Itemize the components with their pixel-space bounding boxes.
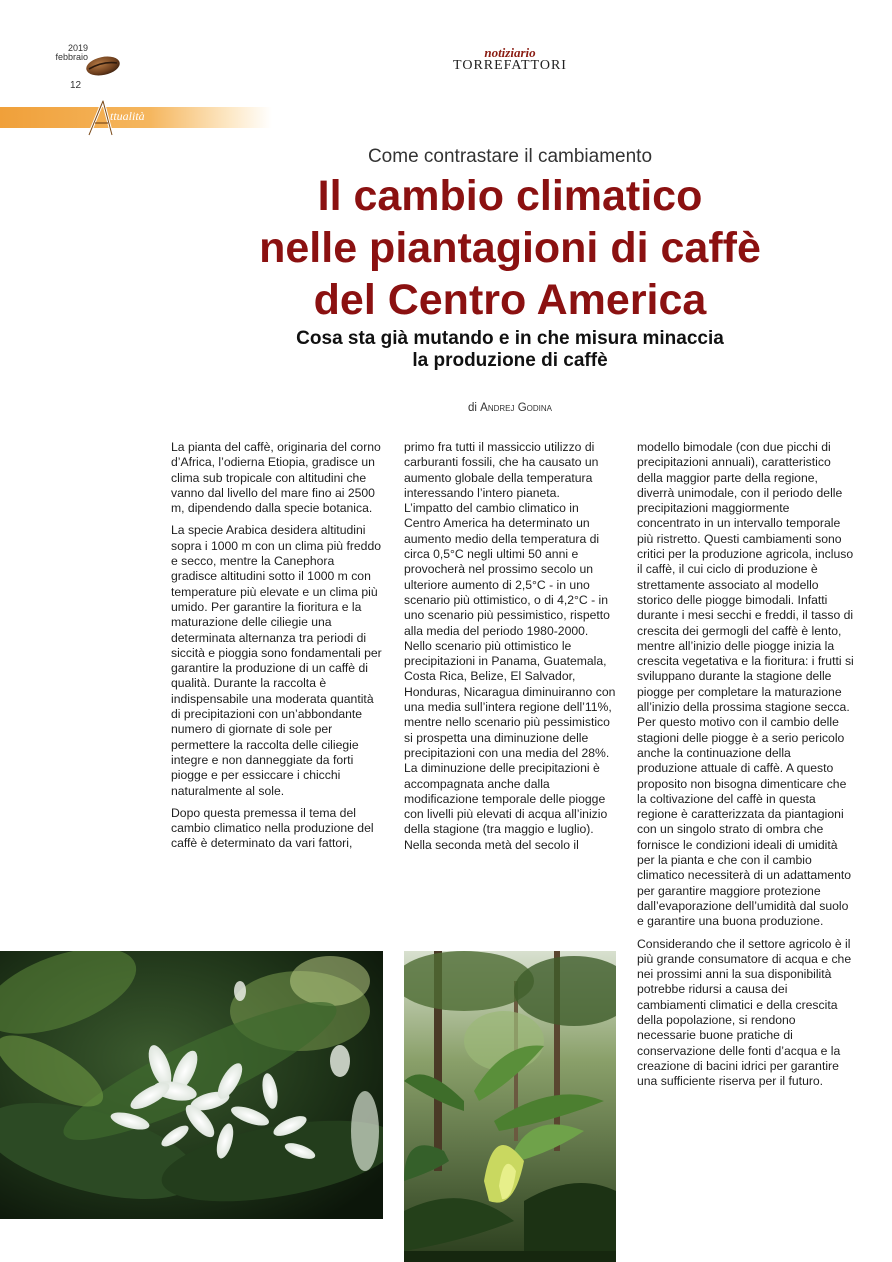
magazine-brand <box>440 46 580 73</box>
article-title <box>128 170 892 326</box>
plantation-photo <box>404 951 616 1262</box>
issue-date <box>34 44 88 62</box>
article-kicker: Come contrastare il cambiamento <box>367 146 653 167</box>
author-name: Andrej Godina <box>480 402 552 414</box>
brand-top: notiziario <box>484 45 536 60</box>
body-column-2 <box>404 440 618 860</box>
section-label: ttualità <box>110 109 145 123</box>
issue-month: febbraio <box>55 52 88 62</box>
body-column-3 <box>637 440 854 1096</box>
issue-year: 2019 <box>67 43 88 53</box>
title-line: del Centro America <box>313 276 707 324</box>
paragraph: modello bimodale (con due picchi di precipitazioni annuali), caratteristico della maggior parte della regione, diverrà unimodale, con il periodo delle precipitazioni maggiormente concentrato in un intervallo temporale più ristretto. Questi cambiamenti sono critici per la produzione agricola, incluso il caffè, il cui ciclo di produzione è strettamente associato al modello storico delle piogge bimodali. Infatti durante i mesi secchi e freddi, il tasso di crescita dei germogli del caffè è lento, mentre all’inizio delle piogge inizia la crescita vegetativa e la fioritura: i frutti si sviluppano durante la stagione delle piogge per completare la maturazione all’inizio della prossima stagione secca. Per questo motivo con il cambio delle stagioni delle piogge è a serio pericolo anche la continuazione della produzione attuale di caffè. A questo proposito non bisogna dimenticare che la coltivazione del caffè in questa regione è caratterizzata da piantagioni con un singolo strato di ombra che fornisce le condizioni ideali di umidità per la pianta e che con il cambio climatico necessiterà di un adattamento per garantire maggiore protezione dall’evaporazione dell’umidità dal suolo e garantire una buona produzione. <box>637 440 854 929</box>
title-line: Il cambio climatico <box>317 172 703 220</box>
brand-bottom: TORREFATTORI <box>453 58 567 73</box>
paragraph: La pianta del caffè, originaria del corno d’Africa, l’odierna Etiopia, gradisce un clima sub tropicale con altitudini che vanno dal livello del mare fino ai 2500 m, dipendendo dalla specie botanica. <box>171 440 381 516</box>
paragraph: primo fra tutti il massiccio utilizzo di carburanti fossili, che ha causato un aumento globale della temperatura interessando l’intero pianeta. <box>404 440 599 500</box>
page-number: 12 <box>70 80 82 91</box>
paragraph: Dopo questa premessa il tema del cambio climatico nella produzione del caffè è determinato da vari fattori, <box>171 805 374 851</box>
article-subtitle <box>128 328 892 372</box>
title-line: nelle piantagioni di caffè <box>259 224 761 272</box>
byline-prefix: di <box>468 402 477 414</box>
paragraph: Considerando che il settore agricolo è il più grande consumatore di acqua e che nei prossimi anni la sua disponibilità potrebbe ridursi a causa dei cambiamenti climatici e della crescita della popolazione, si rendono necessarie buone pratiche di conservazione delle fonti d’acqua e la creazione di bacini idrici per garantire una sufficiente riserva per il futuro. <box>637 936 852 1089</box>
subtitle-line: la produzione di caffè <box>412 350 608 371</box>
coffee-flowers-photo <box>0 951 383 1219</box>
byline <box>128 402 892 414</box>
coffee-bean-icon <box>84 55 122 77</box>
body-column-1 <box>171 440 382 859</box>
paragraph: L’impatto del cambio climatico in Centro America ha determinato un aumento medio della temperatura di circa 0,5°C negli ultimi 50 anni e provocherà nel prossimo secolo un ulteriore aumento di 2,5°C - in uno scenario più ottimistico, o di 4,2°C - in uno scenario più pessimistico, rispetto alla media del periodo 1980-2000. Nello scenario più ottimistico le precipitazioni in Panama, Guatemala, Costa Rica, Belize, El Salvador, Honduras, Nicaragua diminuiranno con una media sull’intera regione dell’11%, mentre nello scenario più pessimistico si prospetta una diminuzione delle precipitazioni con una media del 28%. La diminuzione delle precipitazioni è accompagnata anche dalla modificazione temporale delle piogge con livelli più elevati di acqua all’inizio della stagione (tra maggio e luglio). Nella seconda metà del secolo il <box>404 501 616 852</box>
subtitle-line: Cosa sta già mutando e in che misura minaccia <box>296 328 724 349</box>
paragraph: La specie Arabica desidera altitudini sopra i 1000 m con un clima più freddo e secco, mentre la Canephora gradisce altitudini sotto il 1000 m con temperature più elevate e un clima più umido. Per garantire la fioritura e la maturazione delle ciliegie una determinata alternanza tra periodi di siccità e pioggia sono fondamentali per garantire la produzione di un caffè di qualità. Durante la raccolta è indispensabile una moderata quantità di precipitazioni con un’abbondante numero di giornate di sole per permettere la raccolta delle ciliegie integre e non danneggiate da forti piogge e per essiccare i chicchi naturalmente al sole. <box>171 523 382 798</box>
